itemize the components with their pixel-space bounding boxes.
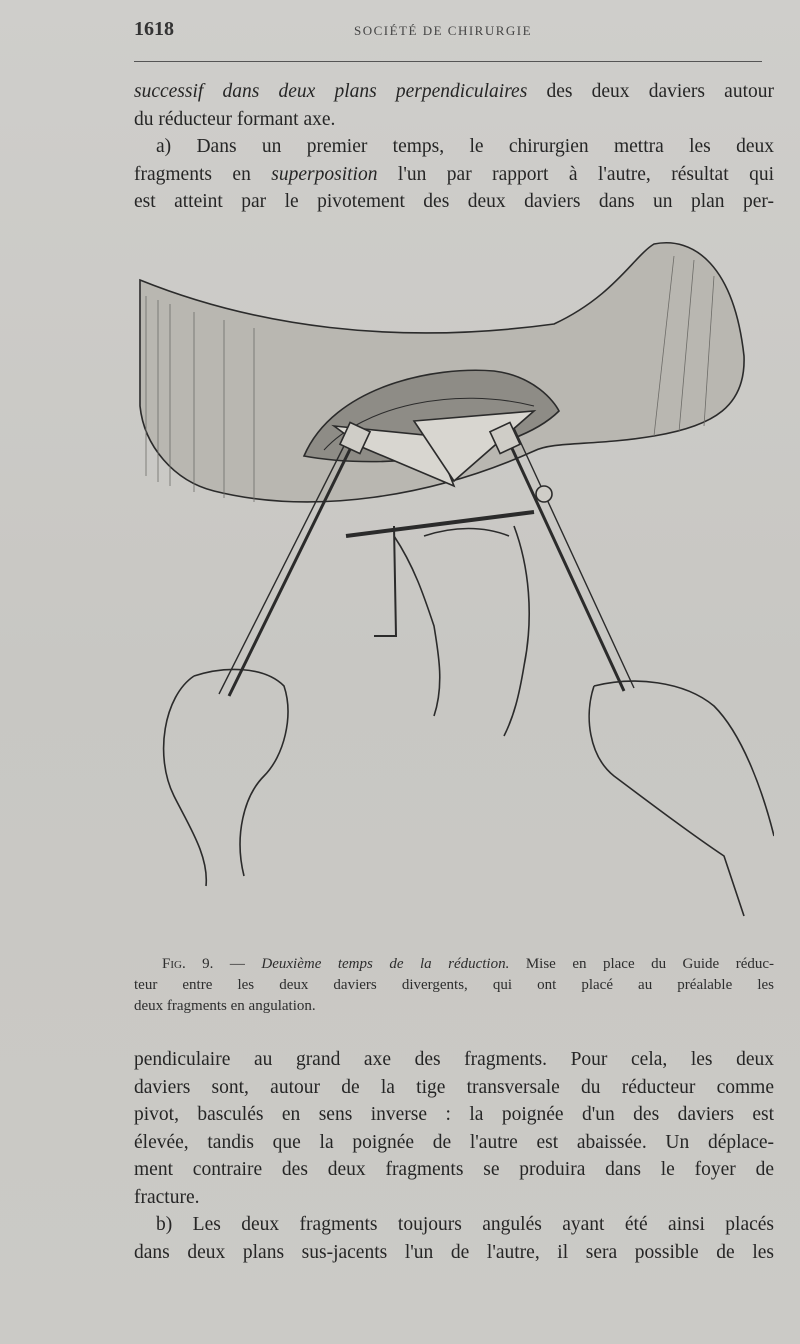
text-line: pendiculaire au grand axe des fragments. Pour cela, les deux — [134, 1049, 774, 1070]
text-line — [134, 161, 774, 189]
text-line: daviers sont, autour de la tige transversale du réducteur comme — [134, 1076, 774, 1098]
figure-caption — [134, 954, 774, 1017]
text-line: du réducteur formant axe. — [134, 108, 336, 130]
caption-line — [134, 954, 774, 975]
text-line: ment contraire des deux fragments se produira dans le foyer de — [134, 1159, 774, 1180]
text-line: est atteint par le pivotement des deux daviers dans un plan per- — [134, 191, 774, 212]
figure-label: Fig. 9. — — [162, 956, 245, 972]
page-number: 1618 — [134, 18, 174, 40]
caption-line: teur entre les deux daviers divergents, qui ont placé au préalable les — [134, 977, 774, 993]
illustration-drawing — [134, 236, 774, 936]
italic-phrase: superposition — [271, 163, 378, 185]
running-head — [134, 14, 762, 44]
text-fragment: fragments en — [134, 163, 272, 185]
caption-fragment: Mise en place du Guide réduc- — [509, 956, 775, 972]
figure-title: Deuxième temps de la réduction. — [261, 956, 510, 972]
text-line: élevée, tandis que la poignée de l'autre est abaissée. Un déplace- — [134, 1131, 774, 1153]
text-line: pivot, basculés en sens inverse : la poignée d'un des daviers est — [134, 1104, 774, 1125]
text-line — [134, 78, 774, 106]
text-fragment: l'un par rapport à l'autre, résultat qui — [377, 163, 774, 185]
bottom-paragraph — [134, 1046, 774, 1266]
text-fragment: des deux daviers autour — [527, 81, 775, 102]
text-line: fracture. — [134, 1186, 200, 1208]
text-line: dans deux plans sus-jacents l'un de l'autre, il sera possible de les — [134, 1241, 774, 1263]
surgical-illustration — [134, 236, 774, 936]
caption-line: deux fragments en angulation. — [134, 998, 316, 1014]
running-title: SOCIÉTÉ DE CHIRURGIE — [354, 23, 533, 38]
text-line: a) Dans un premier temps, le chirurgien mettra les deux — [156, 136, 774, 157]
top-paragraph — [134, 78, 774, 216]
header-rule — [134, 61, 762, 62]
italic-phrase: successif dans deux plans perpendiculaires — [134, 81, 528, 102]
text-line: b) Les deux fragments toujours angulés ayant été ainsi placés — [156, 1214, 774, 1235]
